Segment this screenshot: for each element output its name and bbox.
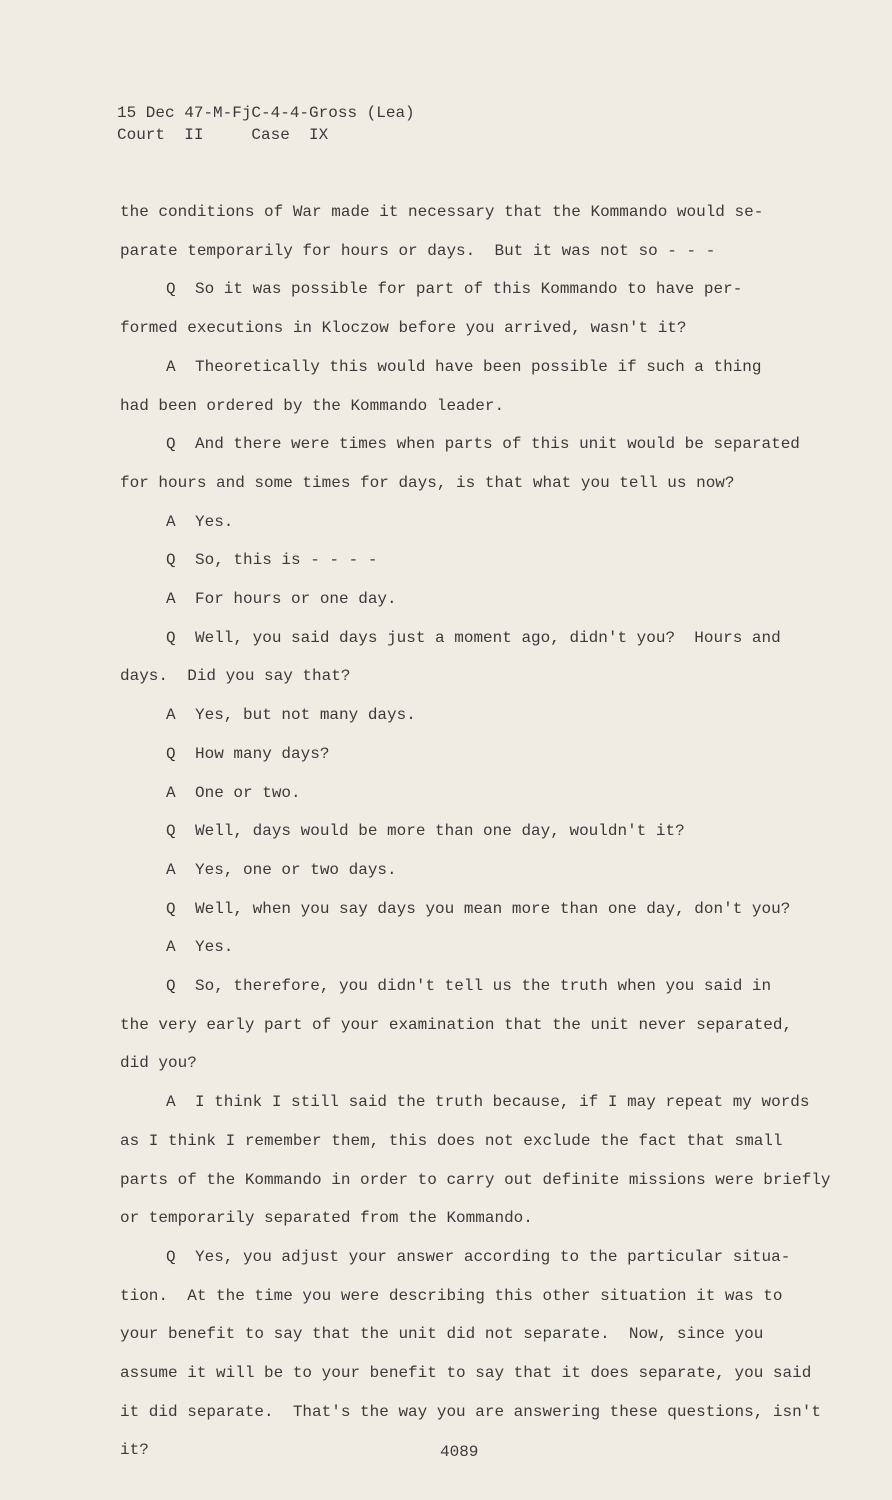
transcript-line: Yes, one or two days.	[195, 861, 397, 879]
speaker-label: A	[166, 706, 176, 724]
transcript-line: tion. At the time you were describing this other situation it was to	[120, 1287, 783, 1305]
transcript-line: days. Did you say that?	[120, 667, 351, 685]
speaker-label: Q	[166, 435, 176, 453]
speaker-label: Q	[166, 977, 176, 995]
transcript-line: did you?	[120, 1054, 197, 1072]
header-court-case: Court II Case IX	[117, 126, 329, 144]
speaker-label: A	[166, 938, 176, 956]
transcript-line: had been ordered by the Kommando leader.	[120, 397, 505, 415]
transcript-line: How many days?	[195, 745, 330, 763]
speaker-label: Q	[166, 629, 176, 647]
speaker-label: A	[166, 861, 176, 879]
transcript-line: And there were times when parts of this unit would be separated	[195, 435, 800, 453]
transcript-line: Yes, you adjust your answer according to the particular situa-	[195, 1248, 791, 1266]
header-reference: 15 Dec 47-M-FjC-4-4-Gross (Lea)	[117, 104, 415, 122]
transcript-line: it?	[120, 1441, 149, 1459]
speaker-label: Q	[166, 745, 176, 763]
speaker-label: A	[166, 513, 176, 531]
transcript-line: as I think I remember them, this does not exclude the fact that small	[120, 1132, 783, 1150]
speaker-label: Q	[166, 822, 176, 840]
transcript-line: Yes, but not many days.	[195, 706, 416, 724]
transcript-line: assume it will be to your benefit to say that it does separate, you said	[120, 1364, 812, 1382]
transcript-line: the conditions of War made it necessary that the Kommando would se-	[120, 203, 764, 221]
transcript-line: So, therefore, you didn't tell us the truth when you said in	[195, 977, 772, 995]
transcript-line: Well, you said days just a moment ago, didn't you? Hours and	[195, 629, 781, 647]
transcript-line: formed executions in Kloczow before you arrived, wasn't it?	[120, 319, 687, 337]
transcript-line: Yes.	[195, 938, 234, 956]
transcript-line: Well, when you say days you mean more than one day, don't you?	[195, 900, 791, 918]
speaker-label: A	[166, 358, 176, 376]
transcript-line: Well, days would be more than one day, wouldn't it?	[195, 822, 685, 840]
transcript-line: So, this is - - - -	[195, 551, 378, 569]
speaker-label: Q	[166, 280, 176, 298]
transcript-line: Yes.	[195, 513, 234, 531]
transcript-line: it did separate. That's the way you are answering these questions, isn't	[120, 1403, 821, 1421]
speaker-label: A	[166, 590, 176, 608]
page-number: 4089	[440, 1443, 479, 1461]
transcript-line: parts of the Kommando in order to carry out definite missions were briefly	[120, 1171, 831, 1189]
transcript-line: the very early part of your examination that the unit never separated,	[120, 1016, 793, 1034]
speaker-label: Q	[166, 1248, 176, 1266]
speaker-label: Q	[166, 900, 176, 918]
speaker-label: A	[166, 784, 176, 802]
speaker-label: A	[166, 1093, 176, 1111]
transcript-line: for hours and some times for days, is that what you tell us now?	[120, 474, 735, 492]
transcript-line: your benefit to say that the unit did not separate. Now, since you	[120, 1325, 764, 1343]
transcript-line: For hours or one day.	[195, 590, 397, 608]
transcript-line: So it was possible for part of this Kommando to have per-	[195, 280, 743, 298]
speaker-label: Q	[166, 551, 176, 569]
transcript-line: parate temporarily for hours or days. But it was not so - - -	[120, 242, 716, 260]
transcript-line: Theoretically this would have been possible if such a thing	[195, 358, 762, 376]
transcript-line: or temporarily separated from the Kommando.	[120, 1209, 533, 1227]
transcript-line: One or two.	[195, 784, 301, 802]
transcript-line: I think I still said the truth because, if I may repeat my words	[195, 1093, 810, 1111]
